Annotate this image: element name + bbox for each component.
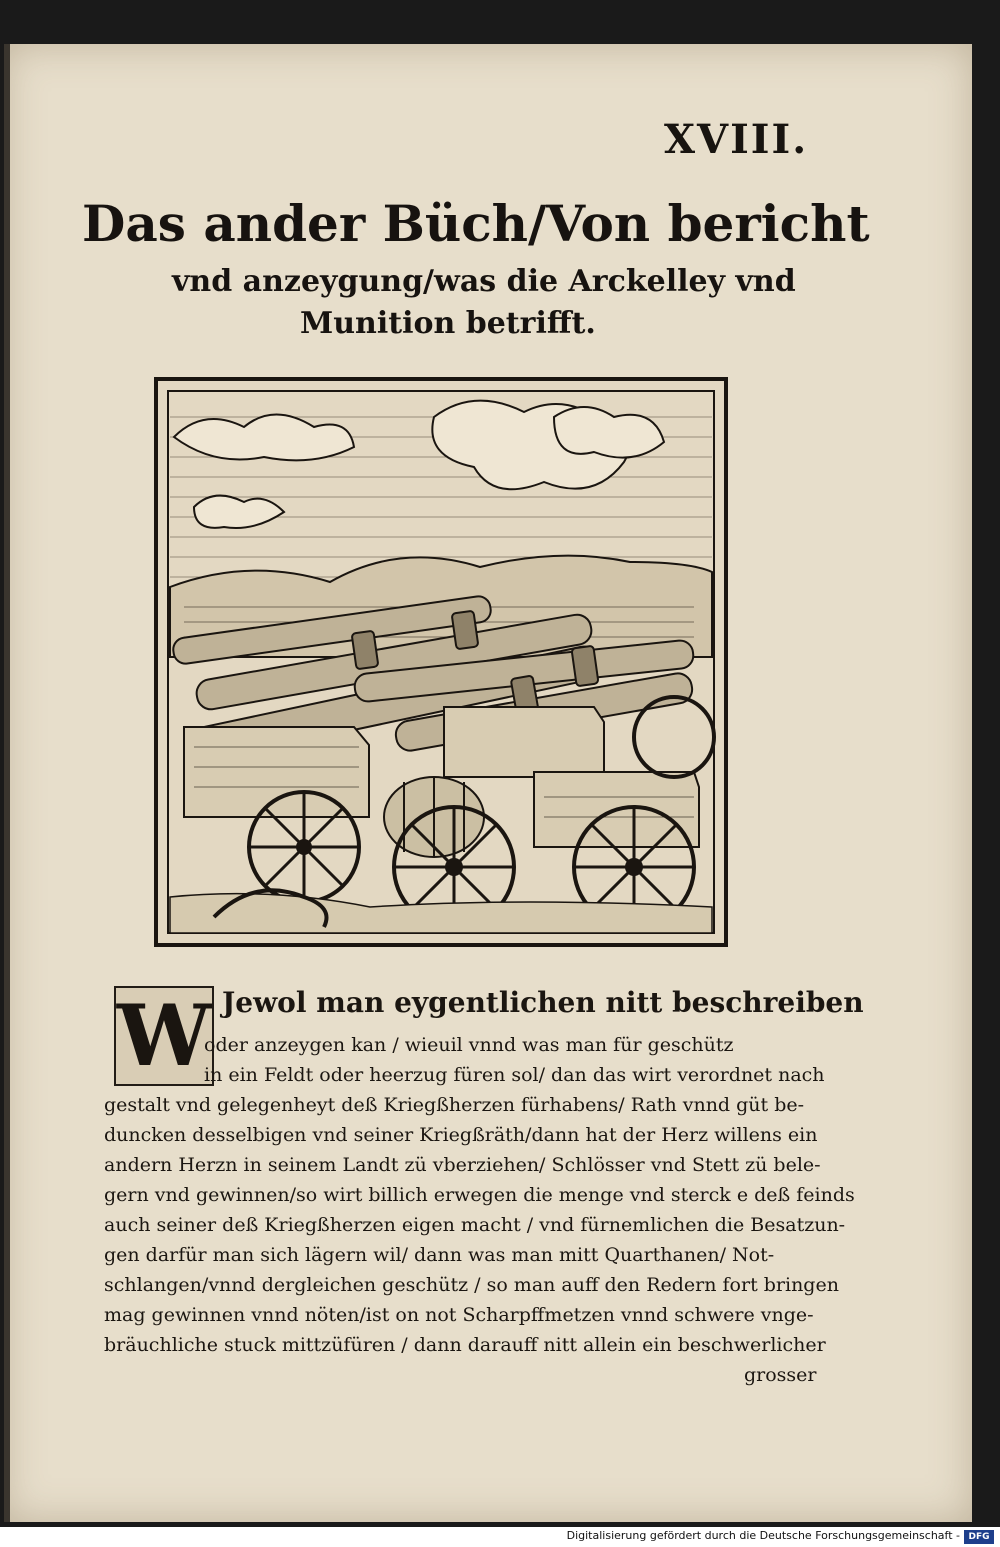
- text-line-10: schlangen/vnnd dergleichen geschütz / so man auff den Redern fort bringen: [104, 1274, 839, 1296]
- book-page: [4, 44, 972, 1522]
- dfg-logo: DFG: [964, 1530, 994, 1544]
- catchword: grosser: [744, 1364, 817, 1386]
- text-line-8: auch seiner deß Kriegßherzen eigen macht / vnd fürnemlichen die Besatzun-: [104, 1214, 846, 1236]
- text-line-11: mag gewinnen vnnd nöten/ist on not Scharpffmetzen vnnd schwere vnge-: [104, 1304, 814, 1326]
- text-line-1: Jewol man eygentlichen nitt beschreiben: [222, 986, 864, 1019]
- folio-number: XVIII.: [664, 116, 809, 163]
- text-line-2: oder anzeygen kan / wieuil vnnd was man für geschütz: [204, 1034, 734, 1056]
- text-line-3: in ein Feldt oder heerzug füren sol/ dan das wirt verordnet nach: [204, 1064, 825, 1086]
- text-line-5: duncken desselbigen vnd seiner Kriegßräth/dann hat der Herz willens ein: [104, 1124, 818, 1146]
- text-line-9: gen darfür man sich lägern wil/ dann was man mitt Quarthanen/ Not-: [104, 1244, 775, 1266]
- chapter-subheading-line1: vnd anzeygung/was die Arckelley vnd: [172, 264, 796, 299]
- text-line-6: andern Herzn in seinem Landt zü vberziehen/ Schlösser vnd Stett zü bele-: [104, 1154, 821, 1176]
- chapter-subheading-line2: Munition betrifft.: [300, 306, 596, 341]
- footer-credit: Digitalisierung gefördert durch die Deutsche Forschungsgemeinschaft -: [566, 1529, 960, 1542]
- chapter-heading: Das ander Büch/Von bericht: [82, 194, 870, 253]
- woodcut-illustration: [154, 377, 728, 947]
- footer-bar: [0, 1527, 1000, 1547]
- text-line-4: gestalt vnd gelegenheyt deß Kriegßherzen fürhabens/ Rath vnnd güt be-: [104, 1094, 805, 1116]
- text-line-12: bräuchliche stuck mittzüfüren / dann darauff nitt allein ein beschwerlicher: [104, 1334, 826, 1356]
- text-line-7: gern vnd gewinnen/so wirt billich erwegen die menge vnd sterck e deß feinds: [104, 1184, 855, 1206]
- page-edge: [4, 44, 10, 1522]
- decorated-initial: W: [114, 986, 214, 1086]
